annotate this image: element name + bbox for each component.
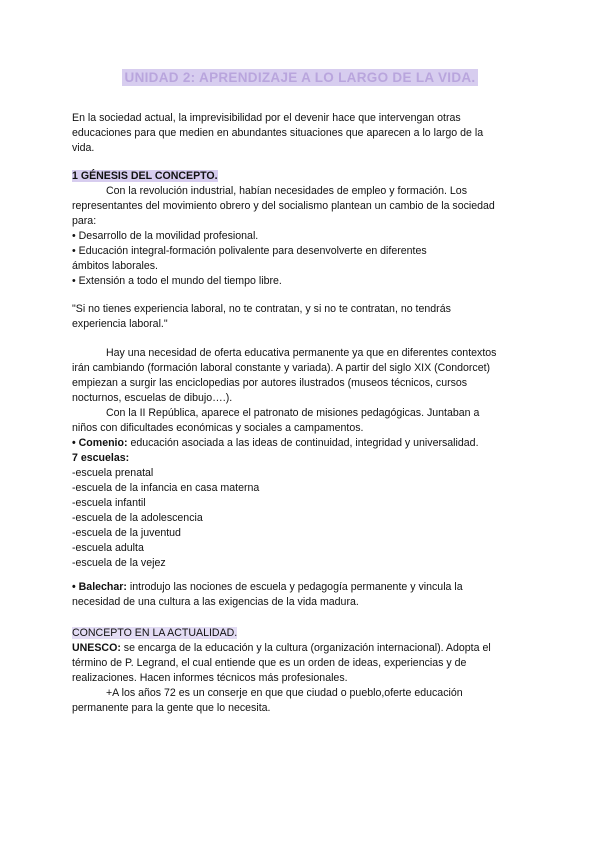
intro-line: educaciones para que medien en abundantes situaciones que aparecen a lo largo de la bbox=[72, 127, 484, 139]
balechar-label: • Balechar: bbox=[72, 581, 127, 593]
intro-paragraph bbox=[72, 111, 532, 156]
comenio-label: • Comenio: bbox=[72, 437, 128, 449]
paragraph-line: necesidad de una cultura a las exigencias de la vida madura. bbox=[72, 596, 359, 608]
section-heading-genesis: 1 GÉNESIS DEL CONCEPTO. bbox=[72, 170, 218, 182]
comenio-line bbox=[72, 436, 532, 451]
section-genesis bbox=[72, 169, 532, 289]
paragraph-line: representantes del movimiento obrero y del socialismo plantean un cambio de la sociedad bbox=[72, 200, 495, 212]
unesco-label: UNESCO: bbox=[72, 642, 121, 654]
balechar-text: introdujo las nociones de escuela y pedagogía permanente y vincula la bbox=[126, 581, 463, 593]
bullet-item: • Extensión a todo el mundo del tiempo libre. bbox=[72, 275, 282, 287]
unesco-text: se encarga de la educación y la cultura (organización internacional). Adopta el bbox=[120, 642, 491, 654]
paragraph-line: niños con dificultades económicas y sociales a campamentos. bbox=[72, 422, 364, 434]
bullet-item: • Educación integral-formación polivalente para desenvolverte en diferentes bbox=[72, 245, 427, 257]
bullet-item: • Desarrollo de la movilidad profesional. bbox=[72, 230, 259, 242]
paragraph-line: para: bbox=[72, 215, 97, 227]
quote-line: "Si no tienes experiencia laboral, no te contratan, y si no te contratan, no tendrás bbox=[72, 303, 451, 315]
page-title-text: UNIDAD 2: APRENDIZAJE A LO LARGO DE LA VIDA. bbox=[122, 69, 479, 86]
escuela-item: -escuela prenatal bbox=[72, 467, 154, 479]
paragraph-line: Hay una necesidad de oferta educativa permanente ya que en diferentes contextos bbox=[106, 347, 497, 359]
escuela-item: -escuela de la juventud bbox=[72, 527, 181, 539]
section-heading-actualidad: CONCEPTO EN LA ACTUALIDAD. bbox=[72, 627, 238, 639]
intro-line: vida. bbox=[72, 142, 95, 154]
comenio-text: educación asociada a las ideas de continuidad, integridad y universalidad. bbox=[127, 437, 479, 449]
paragraph-line: empiezan a surgir las enciclopedias por autores ilustrados (museos técnicos, cursos bbox=[72, 377, 468, 389]
paragraph-oferta bbox=[72, 346, 532, 571]
bullet-item: ámbitos laborales. bbox=[72, 260, 158, 272]
paragraph-line: irán cambiando (formación laboral constante y variada). A partir del siglo XIX (Condorcet) bbox=[72, 362, 491, 374]
paragraph-line: Con la II República, aparece el patronato de misiones pedagógicas. Juntaban a bbox=[106, 407, 480, 419]
escuela-item: -escuela de la vejez bbox=[72, 557, 166, 569]
escuela-item: -escuela de la adolescencia bbox=[72, 512, 203, 524]
paragraph-line: término de P. Legrand, el cual entiende que es un orden de ideas, experiencias y de bbox=[72, 657, 467, 669]
escuela-item: -escuela infantil bbox=[72, 497, 146, 509]
escuela-item: -escuela de la infancia en casa materna bbox=[72, 482, 260, 494]
quote-line: experiencia laboral." bbox=[72, 318, 168, 330]
escuela-item: -escuela adulta bbox=[72, 542, 144, 554]
section-actualidad bbox=[72, 626, 532, 716]
escuelas-label: 7 escuelas: bbox=[72, 452, 130, 464]
paragraph-line: Con la revolución industrial, habían necesidades de empleo y formación. Los bbox=[106, 185, 467, 197]
paragraph-line: realizaciones. Hacen informes técnicos más profesionales. bbox=[72, 672, 348, 684]
page-title bbox=[0, 70, 600, 85]
quote-block bbox=[72, 302, 532, 332]
paragraph-line: nocturnos, escuelas de dibujo….). bbox=[72, 392, 233, 404]
paragraph-line: permanente para la gente que lo necesita. bbox=[72, 702, 271, 714]
paragraph-line: +A los años 72 es un conserje en que que ciudad o pueblo,oferte educación bbox=[106, 687, 463, 699]
balechar-block bbox=[72, 580, 532, 610]
intro-line: En la sociedad actual, la imprevisibilidad por el devenir hace que intervengan otras bbox=[72, 112, 461, 124]
